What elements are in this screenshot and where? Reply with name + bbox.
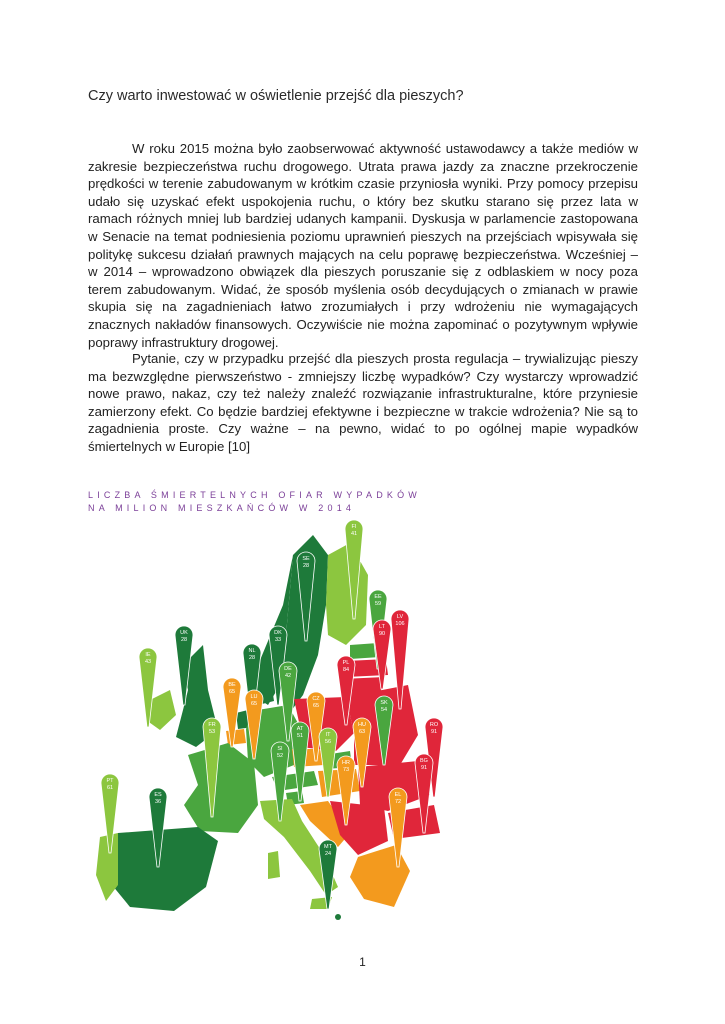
map-pin-value: 43 <box>144 659 152 665</box>
region-france <box>184 743 258 833</box>
map-pin-code: SI <box>277 746 283 752</box>
map-heading-line-1: LICZBA ŚMIERTELNYCH OFIAR WYPADKÓW <box>88 490 421 500</box>
map-pin-code: HR <box>342 760 350 766</box>
map-pin-value: 106 <box>395 621 405 627</box>
map-pin-code: LT <box>378 624 386 630</box>
map-pin-value: 65 <box>312 703 320 709</box>
region-malta <box>335 914 341 920</box>
map-heading-line-2: NA MILION MIESZKAŃCÓW W 2014 <box>88 503 356 513</box>
paragraph-2: Pytanie, czy w przypadku przejść dla pieszych prosta regulacja – trywializując pieszy ma bezwzględne pierwszeństwo - zmniejszy liczbę wypadków? Czy wystarczy wprowadzić nowe prawo, nakaz, czy też należy znaleźć rozwiązanie infrastrukturalne, które przyniesie zamierzony efekt. Co będzie bardziej efektywne i bezpieczne w trakcie wdrożenia? Nie są to zagadnienia proste. Czy ważne – na pewno, widać to po ogólnej mapie wypadków śmiertelnych w Europie [10] <box>88 351 638 454</box>
map-pin-value: 24 <box>324 851 332 857</box>
map-pin-code: EL <box>394 792 402 798</box>
region-spain <box>112 827 218 911</box>
map-pin-value: 41 <box>350 531 358 537</box>
region-portugal <box>96 833 118 901</box>
map-pin-code: CZ <box>312 696 320 702</box>
map-pin-code: RO <box>429 722 439 728</box>
map-pin-value: 91 <box>420 765 428 771</box>
map-pin-value: 65 <box>250 701 258 707</box>
map-pin-value: 91 <box>430 729 438 735</box>
map-pin-code: PT <box>106 778 114 784</box>
map-pin-code: FI <box>351 524 357 530</box>
map-pin-code: UK <box>180 630 188 636</box>
map-pin-value: 28 <box>180 637 188 643</box>
map-pin-code: MT <box>324 844 332 850</box>
map-pin-value: 72 <box>394 799 402 805</box>
region-finland <box>326 543 368 645</box>
map-pin-value: 53 <box>208 729 216 735</box>
page-number: 1 <box>359 955 366 969</box>
map-pin-value: 28 <box>302 563 310 569</box>
document-title: Czy warto inwestować w oświetlenie przejść dla pieszych? <box>88 88 464 104</box>
map-pin-value: 84 <box>342 667 350 673</box>
map-pin-value: 33 <box>274 637 282 643</box>
map-pin-value: 28 <box>248 655 256 661</box>
region-balkans <box>330 801 388 855</box>
map-pin-value: 65 <box>228 689 236 695</box>
map-pin-code: ES <box>154 792 162 798</box>
map-pin-code: DK <box>274 630 282 636</box>
map-pin-code: SK <box>380 700 388 706</box>
region-sardinia <box>268 851 280 879</box>
map-pin-value: 56 <box>324 739 332 745</box>
map-pin-value: 59 <box>374 601 382 607</box>
map-pin-value: 90 <box>378 631 386 637</box>
map-pin-code: EE <box>374 594 382 600</box>
map-pin-code: DE <box>284 666 292 672</box>
map-pin-code: FR <box>208 722 216 728</box>
map-pin-value: 42 <box>284 673 292 679</box>
map-pin-value: 36 <box>154 799 162 805</box>
map-pin-code: PL <box>342 660 350 666</box>
map-pin-code: BE <box>228 682 236 688</box>
map-pin-value: 52 <box>276 753 284 759</box>
map-pin-value: 73 <box>342 767 350 773</box>
map-pin-value: 54 <box>380 707 388 713</box>
map-pin-code: SE <box>302 556 310 562</box>
map-pin-value: 61 <box>106 785 114 791</box>
map-pin-code: LV <box>396 614 404 620</box>
map-pin-code: BG <box>420 758 428 764</box>
map-pin-code: HU <box>358 722 366 728</box>
map-pin-value: 51 <box>296 733 304 739</box>
map-pin-code: LU <box>250 694 258 700</box>
map-pin-code: IE <box>145 652 151 658</box>
map-pin-code: IT <box>325 732 331 738</box>
europe-fatality-map <box>88 515 488 935</box>
map-pin-value: 63 <box>358 729 366 735</box>
map-pin-code: AT <box>296 726 304 732</box>
paragraph-1: W roku 2015 można było zaobserwować aktywność ustawodawcy a także mediów w zakresie bezpieczeństwa ruchu drogowego. Utrata prawa jazdy za znaczne przekroczenie prędkości w terenie zabudowanym w krótkim czasie przyniosła wyniki. Przy pomocy przepisu udało się uzyskać efekt uspokojenia ruchu, o który bez skutku starano się przez lata w ramach różnych mniej lub bardziej udanych kampanii. Dyskusja w parlamencie zastopowana w Senacie na temat podniesienia poziomu uprawnień pieszych na przejściach wpisywała się politykę sukcesu działań prawnych mających na celu poprawę bezpieczeństwa. Wcześniej – w 2014 – wprowadzono obwiązek dla pieszych poruszanie się z odblaskiem w nocy poza terem zabudowanym. Widać, że sposób myślenia osób decydujących o zmianach w prawie skupia się na zagadnieniach łatwo zrozumiałych i przy wdrożeniu nie wymagających znacznych nakładów finansowych. Oczywiście nie można zapominać o pozytywnym wpływie poprawy infrastruktury drogowej. <box>88 141 638 350</box>
map-pin-code: NL <box>248 648 256 654</box>
